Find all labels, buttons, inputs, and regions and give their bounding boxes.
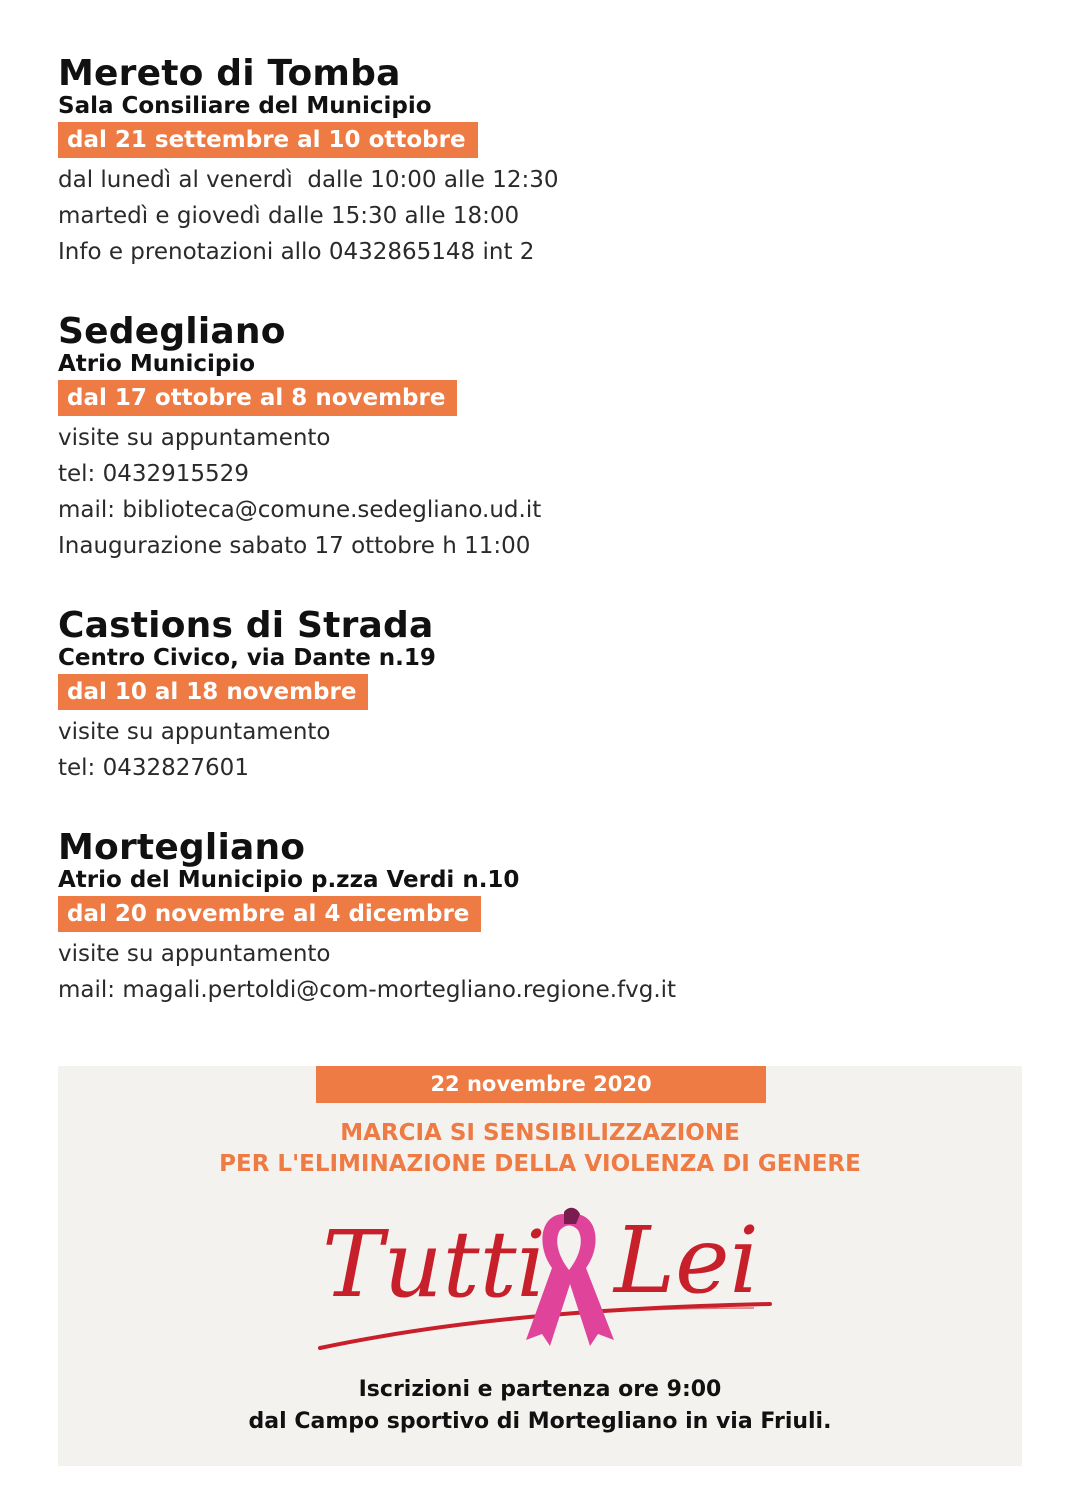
venue-sedegliano [58, 312, 1018, 564]
venue-dates-badge: dal 21 settembre al 10 ottobre [58, 122, 478, 158]
event-date-badge: 22 novembre 2020 [316, 1066, 766, 1103]
venue-details [58, 420, 1018, 564]
event-info-line: dal Campo sportivo di Mortegliano in via Friuli. [248, 1409, 832, 1434]
venue-detail-line: visite su appuntamento [58, 719, 331, 745]
venue-castions-di-strada [58, 606, 1018, 786]
venue-mereto-di-tomba [58, 54, 1018, 270]
venue-town: Castions di Strada [58, 605, 434, 646]
logo-text-left: Tutti [322, 1211, 546, 1318]
venue-detail-line: tel: 0432827601 [58, 755, 249, 781]
logo-text-right: Lei [614, 1207, 759, 1314]
tutti-lei-logo [314, 1184, 774, 1364]
venue-detail-line: Info e prenotazioni allo 0432865148 int 2 [58, 239, 535, 265]
venue-details [58, 936, 1018, 1008]
venue-dates-badge: dal 17 ottobre al 8 novembre [58, 380, 457, 416]
event-box [58, 1066, 1022, 1466]
venue-email-link[interactable]: mail: biblioteca@comune.sedegliano.ud.it [58, 497, 542, 523]
event-title [58, 1118, 1022, 1180]
venue-details [58, 162, 1018, 270]
venue-detail-line: tel: 0432915529 [58, 461, 249, 487]
venue-detail-line: dal lunedì al venerdì dalle 10:00 alle 12:30 [58, 167, 559, 193]
event-title-line: PER L'ELIMINAZIONE DELLA VIOLENZA DI GENERE [219, 1151, 861, 1177]
event-title-line: MARCIA SI SENSIBILIZZAZIONE [340, 1120, 740, 1146]
venue-town: Mereto di Tomba [58, 53, 401, 94]
venue-detail-line: visite su appuntamento [58, 425, 331, 451]
venue-email-link[interactable]: mail: magali.pertoldi@com-mortegliano.regione.fvg.it [58, 977, 677, 1003]
venue-detail-line: visite su appuntamento [58, 941, 331, 967]
venue-place: Atrio Municipio [58, 351, 256, 377]
venue-dates-badge: dal 20 novembre al 4 dicembre [58, 896, 481, 932]
venue-dates-badge: dal 10 al 18 novembre [58, 674, 368, 710]
tutti-lei-logo-graphic [314, 1184, 774, 1364]
event-info [58, 1374, 1022, 1438]
venue-town: Sedegliano [58, 311, 286, 352]
venue-place: Sala Consiliare del Municipio [58, 93, 432, 119]
venue-place: Centro Civico, via Dante n.19 [58, 645, 436, 671]
venue-mortegliano [58, 828, 1018, 1008]
venue-detail-line: martedì e giovedì dalle 15:30 alle 18:00 [58, 203, 520, 229]
venue-details [58, 714, 1018, 786]
venue-detail-line: Inaugurazione sabato 17 ottobre h 11:00 [58, 533, 531, 559]
venue-place: Atrio del Municipio p.zza Verdi n.10 [58, 867, 520, 893]
venue-town: Mortegliano [58, 827, 306, 868]
event-info-line: Iscrizioni e partenza ore 9:00 [358, 1377, 722, 1402]
